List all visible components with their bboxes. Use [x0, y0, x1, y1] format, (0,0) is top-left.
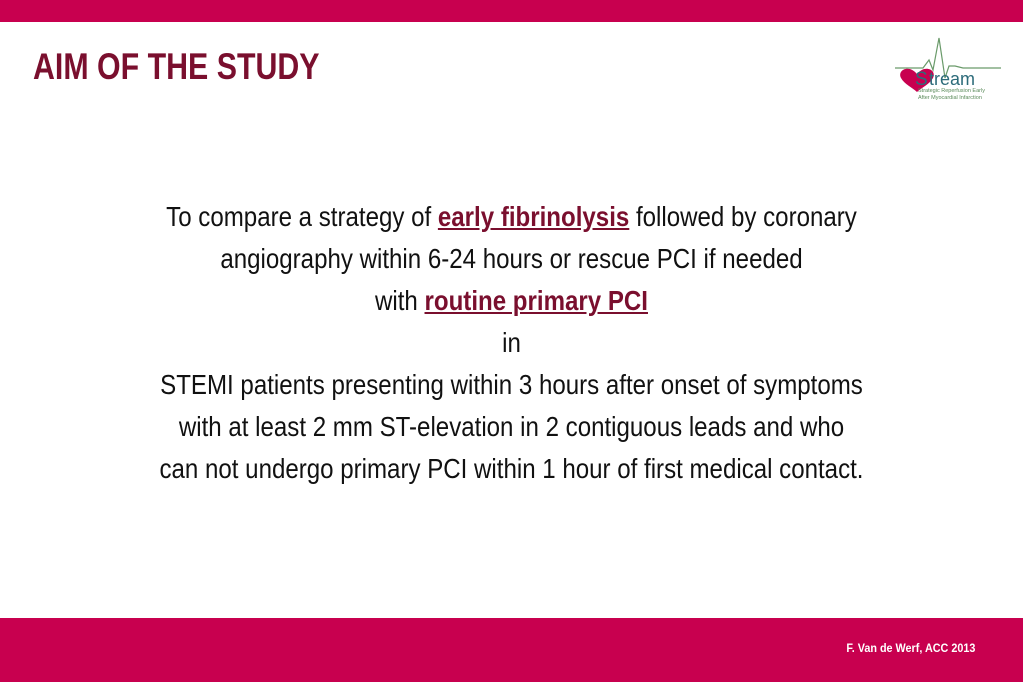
- logo-tagline: [918, 88, 985, 101]
- aim-line-1: [123, 196, 900, 238]
- svg-text:S: S: [915, 69, 928, 90]
- aim-line-5: STEMI patients presenting within 3 hours after onset of symptoms: [160, 369, 863, 400]
- aim-line-3: [123, 280, 900, 322]
- study-aim-text: [60, 196, 963, 490]
- footer-citation: F. Van de Werf, ACC 2013: [845, 641, 975, 655]
- aim-line-1-pre: To compare a strategy of: [166, 201, 438, 232]
- aim-line-7: can not undergo primary PCI within 1 hour of first medical contact.: [159, 453, 864, 484]
- logo-tagline-line2: After Myocardial Infarction: [918, 94, 982, 101]
- top-color-band: [0, 0, 1023, 22]
- aim-line-3-pre: with: [375, 285, 425, 316]
- logo-tagline-line1: Strategic Reperfusion Early: [918, 88, 985, 94]
- aim-line-4: in: [502, 327, 521, 358]
- aim-line-6: with at least 2 mm ST-elevation in 2 contiguous leads and who: [178, 411, 845, 442]
- aim-line-1-post: followed by coronary: [629, 201, 857, 232]
- early-fibrinolysis-emphasis: early fibrinolysis: [437, 201, 630, 232]
- routine-primary-pci-emphasis: routine primary PCI: [424, 285, 648, 316]
- svg-text:tream: tream: [929, 69, 976, 89]
- slide-title: AIM OF THE STUDY: [33, 46, 320, 87]
- aim-line-2: angiography within 6-24 hours or rescue PCI if needed: [220, 243, 803, 274]
